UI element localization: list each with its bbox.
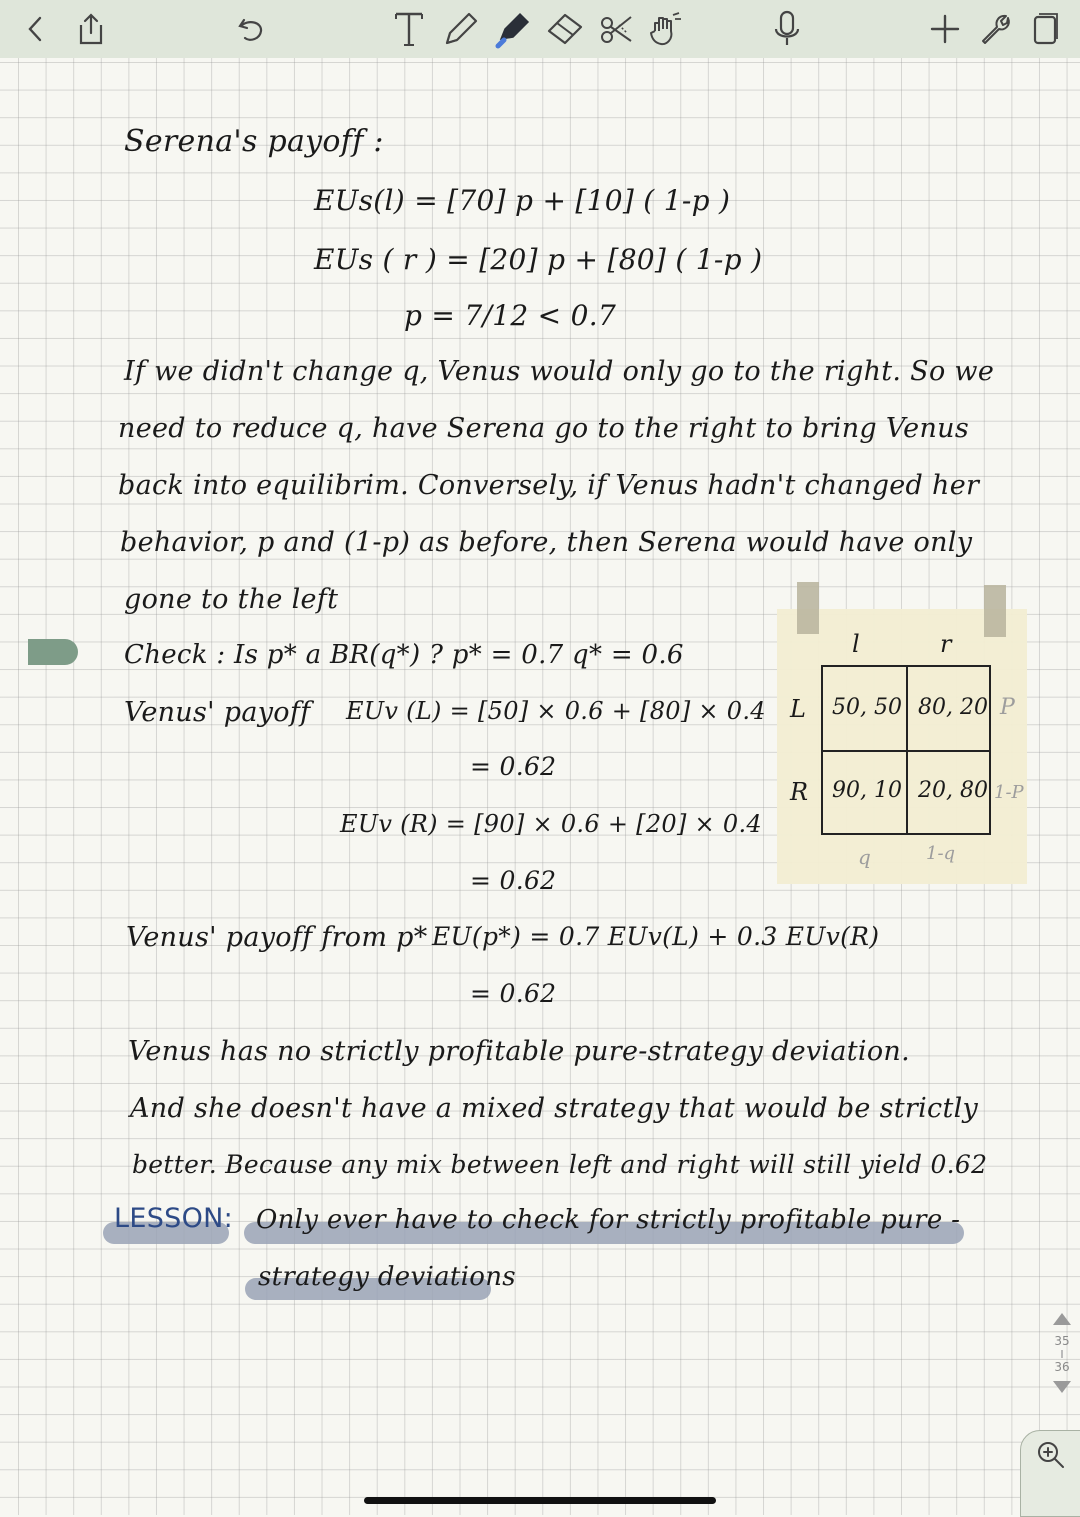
wrench-icon[interactable]: [972, 6, 1018, 52]
explanation-line-2: need to reduce q, have Serena go to the right to bring Venus: [118, 413, 969, 444]
serena-eu-right: EUs ( r ) = [20] p + [80] ( 1-p ): [314, 243, 763, 276]
matrix-row-L: L: [790, 695, 806, 723]
tape-left: [797, 582, 819, 634]
matrix-col-r: r: [940, 630, 952, 658]
zoom-button[interactable]: [1020, 1430, 1080, 1517]
explanation-line-5: gone to the left: [124, 584, 339, 615]
payoff-matrix: [821, 665, 991, 835]
page-icon[interactable]: [1022, 6, 1068, 52]
matrix-cell-Rr: 20, 80: [918, 778, 988, 803]
matrix-cell-Lr: 80, 20: [918, 695, 988, 720]
venus-payoff-from-p-eq: EU(p*) = 0.7 EUv(L) + 0.3 EUv(R): [432, 922, 880, 951]
tape-right: [984, 585, 1006, 637]
check-line: Check : Is p* a BR(q*) ? p* = 0.7 q* = 0.6: [124, 640, 684, 670]
explanation-line-4: behavior, p and (1-p) as before, then Serena would have only: [120, 527, 973, 558]
lesson-line-2: strategy deviations: [258, 1262, 516, 1292]
home-indicator[interactable]: [364, 1497, 716, 1504]
matrix-cell-Ll: 50, 50: [832, 695, 902, 720]
explanation-line-1: If we didn't change q, Venus would only go to the right. So we: [124, 356, 995, 387]
page-down-icon[interactable]: [1052, 1380, 1072, 1394]
highlighter-icon[interactable]: [490, 6, 536, 52]
serena-eu-left: EUs(l) = [70] p + [10] ( 1-p ): [314, 184, 731, 217]
venus-eu-left: EUv (L) = [50] × 0.6 + [80] × 0.4: [346, 697, 766, 725]
text-tool-icon[interactable]: [386, 6, 432, 52]
venus-eu-right: EUv (R) = [90] × 0.6 + [20] × 0.4: [340, 810, 762, 838]
hand-icon[interactable]: [642, 6, 688, 52]
explanation-line-3: back into equilibrim. Conversely, if Venus hadn't changed her: [118, 470, 980, 501]
zoom-in-icon: [1035, 1439, 1067, 1471]
current-page: 35: [1054, 1334, 1070, 1348]
venus-eu-left-result: = 0.62: [470, 752, 557, 781]
matrix-row-R: R: [790, 778, 809, 806]
lesson-label: LESSON:: [114, 1203, 234, 1234]
back-icon[interactable]: [12, 6, 58, 52]
lasso-icon[interactable]: [594, 6, 640, 52]
matrix-col-l: l: [852, 630, 860, 658]
toolbar: [0, 0, 1080, 59]
venus-payoff-label: Venus' payoff: [124, 697, 311, 728]
p-result: p = 7/12 < 0.7: [404, 299, 617, 332]
bookmark-tab[interactable]: [28, 639, 78, 665]
add-icon[interactable]: [922, 6, 968, 52]
matrix-q: q: [858, 845, 871, 869]
matrix-cell-Rl: 90, 10: [832, 778, 902, 803]
pen-icon[interactable]: [438, 6, 484, 52]
page-navigator[interactable]: [1048, 1312, 1076, 1402]
undo-icon[interactable]: [228, 6, 274, 52]
microphone-icon[interactable]: [764, 6, 810, 52]
conclusion-line-1: Venus has no strictly profitable pure-strategy deviation.: [128, 1036, 910, 1067]
conclusion-line-3: better. Because any mix between left and right will still yield 0.62: [132, 1150, 988, 1179]
pager-divider: [1061, 1350, 1063, 1358]
venus-eu-right-result: = 0.62: [470, 866, 557, 895]
matrix-one-minus-q: 1-q: [926, 843, 956, 864]
matrix-one-minus-p: 1-P: [994, 782, 1024, 803]
share-icon[interactable]: [68, 6, 114, 52]
total-pages: 36: [1054, 1360, 1070, 1374]
serena-payoff-heading: Serena's payoff :: [124, 124, 384, 159]
page-up-icon[interactable]: [1052, 1312, 1072, 1326]
eraser-icon[interactable]: [542, 6, 588, 52]
matrix-p: P: [1000, 695, 1015, 720]
lesson-line-1: Only ever have to check for strictly profitable pure -: [256, 1205, 961, 1235]
conclusion-line-2: And she doesn't have a mixed strategy that would be strictly: [130, 1093, 979, 1124]
venus-payoff-from-p-result: = 0.62: [470, 979, 557, 1008]
venus-payoff-from-p-label: Venus' payoff from p*: [126, 922, 428, 953]
